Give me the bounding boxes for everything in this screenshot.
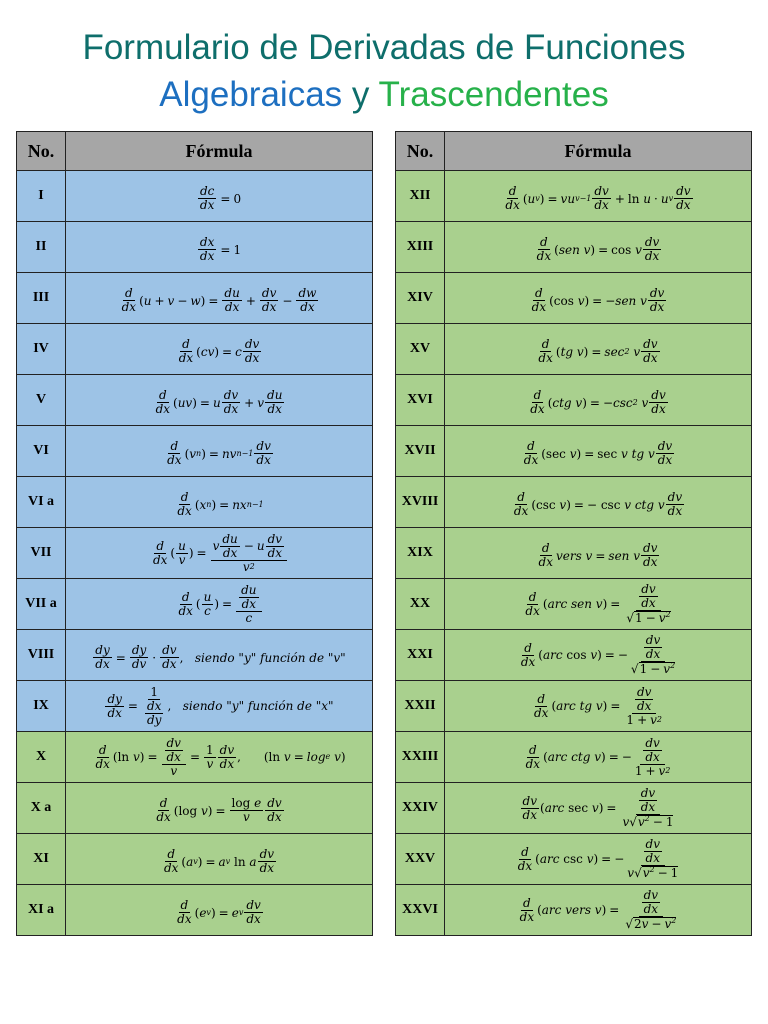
- table-row: [17, 171, 373, 222]
- formula-cell: [445, 732, 752, 783]
- formula-cell: [66, 885, 373, 936]
- formula: d dx ( uv ) = u $\frac{dv}{dx}$ + v $\frac{du}{dx}$: [155, 388, 283, 416]
- formula: d dx ( ctg v ) = −csc 2 v dv dx: [530, 388, 666, 416]
- formula: d dx ( arc ctg v ) = − dv dx 1 + v 2: [525, 735, 671, 778]
- formula-cell: [445, 630, 752, 681]
- row-number: VIII: [17, 630, 66, 681]
- row-number: II: [17, 222, 66, 273]
- row-number: XVII: [396, 426, 445, 477]
- row-number: XXI: [396, 630, 445, 681]
- formula-cell: [66, 630, 373, 681]
- header-formula: Fórmula: [66, 132, 373, 171]
- formula-cell: [445, 324, 752, 375]
- title-word-y: y: [351, 75, 370, 114]
- formula: $\frac{d}{dx}$ vers v = sen v $\frac{dv}{dx}$: [538, 541, 658, 569]
- formula-cell: [66, 273, 373, 324]
- formula-cell: [445, 783, 752, 834]
- row-number: XIV: [396, 273, 445, 324]
- formula: $\frac{dy}{dx}$ = $\frac{dy}{dv}$ · dv dx , siendo "y" función de "v": [95, 643, 346, 671]
- formula-cell: [66, 783, 373, 834]
- formula-cell: [445, 273, 752, 324]
- formula: d dx ( arc tg v ) = dv dx 1 + v 2: [534, 684, 662, 727]
- table-row: [17, 222, 373, 273]
- table-row: [396, 273, 752, 324]
- formula: d dx ( x n ) = nx n−1: [177, 490, 264, 518]
- table-row: [17, 375, 373, 426]
- formula: d dx ( u + v − w ) = $\frac{du}{dx}$ + $\frac{dv}{dx}$ − $\frac{dw}{dx}$: [121, 286, 317, 314]
- table-header-row: [17, 132, 373, 171]
- row-number: X: [17, 732, 66, 783]
- page-title-line1: Formulario de Derivadas de Funciones: [82, 28, 686, 67]
- row-number: XVIII: [396, 477, 445, 528]
- table-row: [17, 885, 373, 936]
- table-row: [17, 528, 373, 579]
- formula: dv dx ( arc sec v ) = dv dx v √ $v^2 - 1$: [522, 786, 674, 829]
- formula-cell: [66, 477, 373, 528]
- table-row: [396, 528, 752, 579]
- row-number: IV: [17, 324, 66, 375]
- formula: d dx (sec v ) = sec v tg v dv dx: [523, 439, 673, 467]
- title-word-algebraicas: Algebraicas: [159, 75, 343, 114]
- formula-cell: [66, 732, 373, 783]
- page-title-line2: [0, 75, 768, 115]
- formula-cell: [445, 426, 752, 477]
- formula: d dx ( arc cos v ) = − dv dx √ $1 - v^2$: [520, 633, 676, 676]
- table-row: [17, 732, 373, 783]
- table-row: [396, 630, 752, 681]
- formula: $\frac{dc}{dx}$ = 0: [199, 184, 242, 212]
- row-number: VII a: [17, 579, 66, 630]
- table-row: [396, 681, 752, 732]
- table-row: [396, 171, 752, 222]
- formula-note: siendo "y" función de "x": [182, 699, 334, 713]
- row-number: XV: [396, 324, 445, 375]
- header-no: No.: [396, 132, 445, 171]
- title-word-trascendentes: Trascendentes: [378, 75, 609, 114]
- formula: d dx ( arc csc v ) = − dv dx v √ $v^2 - 1$: [517, 837, 679, 880]
- formula-cell: [66, 324, 373, 375]
- formula: d dx ( u v ) = vu v−1 dv dx + ln u · u v dv dx: [505, 184, 691, 212]
- row-number: VI a: [17, 477, 66, 528]
- formula-cell: [445, 222, 752, 273]
- row-number: XXIV: [396, 783, 445, 834]
- formula-cell: [445, 885, 752, 936]
- formula: d dx ( tg v ) = sec 2 v dv dx: [538, 337, 658, 365]
- table-header-row: [396, 132, 752, 171]
- row-number: XI a: [17, 885, 66, 936]
- formula: d dx (ln v ) = dv dx v = $\frac{1}{v}$ dv dx , (ln v = log e v ): [95, 735, 346, 778]
- row-number: XX: [396, 579, 445, 630]
- row-number: XVI: [396, 375, 445, 426]
- row-number: XXIII: [396, 732, 445, 783]
- formula-cell: [66, 222, 373, 273]
- formula-cell: [445, 171, 752, 222]
- row-number: III: [17, 273, 66, 324]
- row-number: XIX: [396, 528, 445, 579]
- formula-cell: [445, 834, 752, 885]
- formula-cell: [445, 681, 752, 732]
- table-row: [17, 630, 373, 681]
- header-formula: Fórmula: [445, 132, 752, 171]
- header-no: No.: [17, 132, 66, 171]
- table-row: [17, 273, 373, 324]
- formula: d dx ( sen v ) = cos v dv dx: [536, 235, 660, 263]
- formula-cell: [66, 171, 373, 222]
- table-row: [396, 375, 752, 426]
- formula: d dx ( arc vers v ) = dv dx √ $2v - v^2$: [519, 888, 677, 931]
- row-number: I: [17, 171, 66, 222]
- table-row: [17, 324, 373, 375]
- row-number: XI: [17, 834, 66, 885]
- formula: d dx ( e v ) = e v dv dx: [177, 898, 261, 926]
- table-row: [17, 477, 373, 528]
- formula-cell: [66, 681, 373, 732]
- formula: $\frac{dy}{dx}$ = 1 dx dy , siendo "y" función de "x": [107, 684, 334, 727]
- formula: d dx (csc v ) = − csc v ctg v dv dx: [513, 490, 683, 518]
- formula: d dx ( cv ) = c $\frac{dv}{dx}$: [178, 337, 260, 365]
- formula-cell: [445, 375, 752, 426]
- formula: d dx (cos v ) = −sen v $\frac{dv}{dx}$: [531, 286, 665, 314]
- right-formula-table: [395, 131, 752, 936]
- formula: d dx ( a v ) = a v ln a dv dx: [163, 847, 275, 875]
- formula-cell: [66, 426, 373, 477]
- table-row: [396, 477, 752, 528]
- formula-cell: [66, 528, 373, 579]
- table-row: [396, 783, 752, 834]
- formula-note: siendo "y" función de "v": [194, 650, 346, 665]
- table-row: [396, 579, 752, 630]
- row-number: XIII: [396, 222, 445, 273]
- formula: d dx ( v n ) = nv n−1 dv dx: [167, 439, 271, 467]
- table-row: [17, 681, 373, 732]
- row-number: XXVI: [396, 885, 445, 936]
- table-row: [396, 426, 752, 477]
- formula-cell: [66, 834, 373, 885]
- row-number: X a: [17, 783, 66, 834]
- formula: d dx ( arc sen v ) = dv dx √ $1 - v^2$: [525, 582, 671, 625]
- table-row: [17, 426, 373, 477]
- row-number: XXV: [396, 834, 445, 885]
- table-row: [396, 222, 752, 273]
- row-number: XII: [396, 171, 445, 222]
- formula-cell: [445, 579, 752, 630]
- formula-cell: [445, 477, 752, 528]
- row-number: VII: [17, 528, 66, 579]
- left-formula-table: [16, 131, 373, 936]
- table-row: [17, 783, 373, 834]
- row-number: V: [17, 375, 66, 426]
- formula: d dx ( u c ) = du dx c: [175, 584, 262, 625]
- formula: d dx (log v ) = log e v dv dx: [156, 796, 282, 824]
- table-row: [396, 732, 752, 783]
- table-row: [17, 579, 373, 630]
- formula: $\frac{dx}{dx}$ = 1: [199, 235, 242, 263]
- formula-cell: [66, 579, 373, 630]
- row-number: XXII: [396, 681, 445, 732]
- row-number: VI: [17, 426, 66, 477]
- table-row: [396, 324, 752, 375]
- formula-cell: [445, 528, 752, 579]
- table-row: [396, 834, 752, 885]
- table-row: [17, 834, 373, 885]
- formula-cell: [66, 375, 373, 426]
- row-number: IX: [17, 681, 66, 732]
- formula: d dx ( u v ) = v du dx − u $\frac{dv}{dx}$ v 2: [150, 533, 288, 574]
- table-row: [396, 885, 752, 936]
